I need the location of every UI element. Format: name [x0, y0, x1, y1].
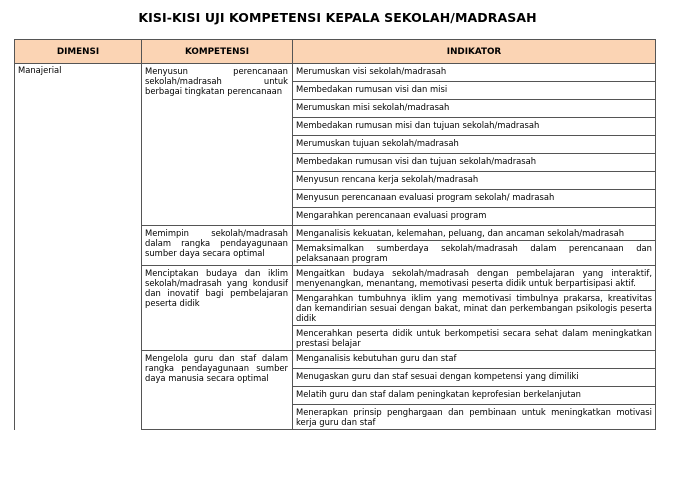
- indikator-cell: Merumuskan misi sekolah/madrasah: [293, 100, 656, 118]
- header-dimensi: DIMENSI: [15, 40, 142, 64]
- indikator-cell: Mengaitkan budaya sekolah/madrasah dengan pembelajaran yang interaktif, menyenangkan, menantang, memotivasi peserta didik untuk berpartisipasi aktif.: [293, 266, 656, 291]
- indikator-cell: Membedakan rumusan visi dan tujuan sekolah/madrasah: [293, 154, 656, 172]
- indikator-cell: Melatih guru dan staf dalam peningkatan keprofesian berkelanjutan: [293, 387, 656, 405]
- indikator-cell: Membedakan rumusan visi dan misi: [293, 82, 656, 100]
- indikator-cell: Merumuskan visi sekolah/madrasah: [293, 64, 656, 82]
- indikator-cell: Mengarahkan tumbuhnya iklim yang memotivasi timbulnya prakarsa, kreativitas dan kemandirian sesuai dengan bakat, minat dan perkembangan psikologis peserta didik: [293, 291, 656, 326]
- indikator-cell: Mengarahkan perencanaan evaluasi program: [293, 208, 656, 226]
- indikator-cell: Membedakan rumusan misi dan tujuan sekolah/madrasah: [293, 118, 656, 136]
- indikator-cell: Menyusun perencanaan evaluasi program sekolah/ madrasah: [293, 190, 656, 208]
- kompetensi-cell: Mengelola guru dan staf dalam rangka pendayagunaan sumber daya manusia secara optimal: [142, 351, 293, 430]
- competency-table: [14, 39, 656, 430]
- indikator-cell: Menugaskan guru dan staf sesuai dengan kompetensi yang dimiliki: [293, 369, 656, 387]
- indikator-cell: Menerapkan prinsip penghargaan dan pembinaan untuk meningkatkan motivasi kerja guru dan staf: [293, 405, 656, 430]
- kompetensi-cell: Menciptakan budaya dan iklim sekolah/madrasah yang kondusif dan inovatif bagi pembelajaran peserta didik: [142, 266, 293, 351]
- indikator-cell: Menganalisis kebutuhan guru dan staf: [293, 351, 656, 369]
- indikator-cell: Mencerahkan peserta didik untuk berkompetisi secara sehat dalam meningkatkan prestasi belajar: [293, 326, 656, 351]
- kompetensi-cell: Memimpin sekolah/madrasah dalam rangka pendayagunaan sumber daya secara optimal: [142, 226, 293, 266]
- indikator-cell: Menganalisis kekuatan, kelemahan, peluang, dan ancaman sekolah/madrasah: [293, 226, 656, 241]
- header-row: [15, 40, 656, 64]
- header-kompetensi: KOMPETENSI: [142, 40, 293, 64]
- table-row: [15, 64, 656, 82]
- indikator-cell: Menyusun rencana kerja sekolah/madrasah: [293, 172, 656, 190]
- dimensi-cell: Manajerial: [15, 64, 142, 430]
- document-title: KISI-KISI UJI KOMPETENSI KEPALA SEKOLAH/MADRASAH: [138, 10, 537, 25]
- indikator-cell: Memaksimalkan sumberdaya sekolah/madrasah dalam perencanaan dan pelaksanaan program: [293, 241, 656, 266]
- header-indikator: INDIKATOR: [293, 40, 656, 64]
- kompetensi-cell: Menyusun perencanaan sekolah/madrasah untuk berbagai tingkatan perencanaan: [142, 64, 293, 226]
- indikator-cell: Merumuskan tujuan sekolah/madrasah: [293, 136, 656, 154]
